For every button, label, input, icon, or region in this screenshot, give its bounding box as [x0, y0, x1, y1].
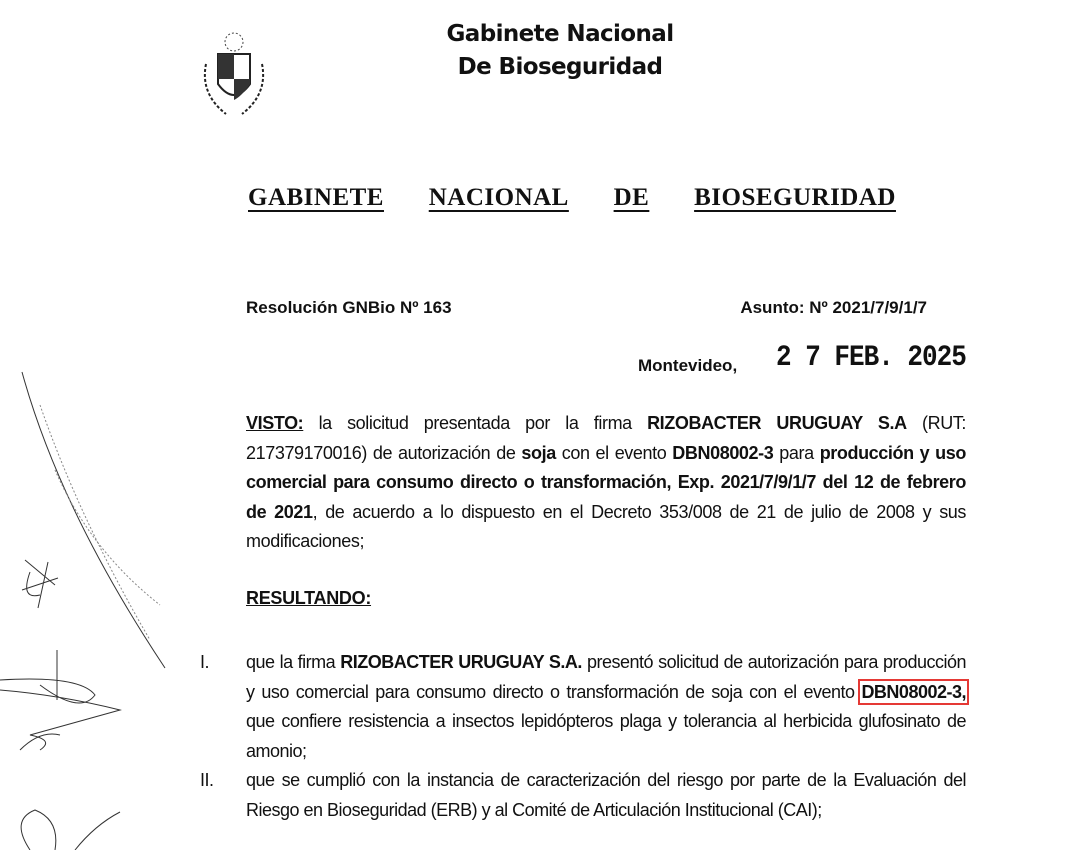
crop: soja — [521, 442, 556, 463]
text: que confiere resistencia a insectos lepidópteros plaga y tolerancia al herbicida glufosinato de amonio; — [246, 711, 966, 761]
list-item — [200, 648, 966, 766]
asunto: Asunto: Nº 2021/7/9/1/7 — [740, 298, 927, 317]
signatures — [0, 350, 200, 850]
title-word: NACIONAL — [428, 184, 569, 211]
event-id: DBN08002-3 — [672, 442, 774, 463]
text: presentó solicitud de autorización para producción y uso comercial para consumo directo o transformación de soja con el evento — [246, 652, 967, 702]
item-number: I. — [200, 652, 210, 672]
visto-label: VISTO: — [246, 413, 304, 433]
title-word: DE — [613, 184, 650, 211]
signature-stroke — [40, 405, 150, 640]
item-text — [246, 648, 966, 766]
header-line-1: Gabinete Nacional — [446, 21, 674, 47]
text: que la firma — [246, 652, 341, 672]
signature-stroke — [55, 470, 160, 605]
place: Montevideo, — [638, 356, 738, 375]
date-stamp: 2 7 FEB. 2025 — [776, 339, 966, 375]
text: con el evento — [555, 442, 673, 463]
coat-of-arms-icon — [196, 24, 272, 120]
signature-stroke — [22, 372, 165, 668]
title-word: BIOSEGURIDAD — [694, 184, 896, 211]
text: , de acuerdo a lo dispuesto en el Decreto 353/008 de 21 de julio de 2008 y sus modificaciones; — [246, 501, 967, 551]
main-title — [248, 184, 896, 212]
signature-stroke — [22, 560, 58, 608]
firm-name: RIZOBACTER URUGUAY S.A. — [340, 652, 582, 672]
resultando-heading: RESULTANDO: — [246, 588, 372, 608]
item-number: II. — [200, 770, 214, 790]
text: la solicitud presentada por la firma — [303, 413, 648, 433]
text: (RUT: 217379170016) de autorización de — [246, 413, 966, 463]
list-item — [200, 766, 966, 825]
signature-stroke — [0, 650, 120, 750]
header-line-2: De Bioseguridad — [457, 54, 663, 80]
item-text: que se cumplió con la instancia de caracterización del riesgo por parte de la Evaluación del Riesgo en Bioseguridad (ERB) y al Comité de Articulación Institucional (CAI); — [246, 770, 966, 820]
resolution-number: Resolución GNBio Nº 163 — [246, 298, 452, 317]
text: para — [773, 442, 820, 463]
signature-stroke — [21, 810, 120, 850]
visto-paragraph — [246, 409, 966, 557]
resultando-list — [200, 648, 966, 825]
purpose: producción y uso comercial para consumo directo o transformación, Exp. 2021/7/9/1/7 del 12 de febrero de 2021 — [246, 442, 966, 522]
title-word: GABINETE — [248, 184, 384, 211]
firm-name: RIZOBACTER URUGUAY S.A — [647, 413, 907, 433]
highlighted-event-id: DBN08002-3, — [861, 681, 966, 702]
document-header — [380, 18, 740, 84]
